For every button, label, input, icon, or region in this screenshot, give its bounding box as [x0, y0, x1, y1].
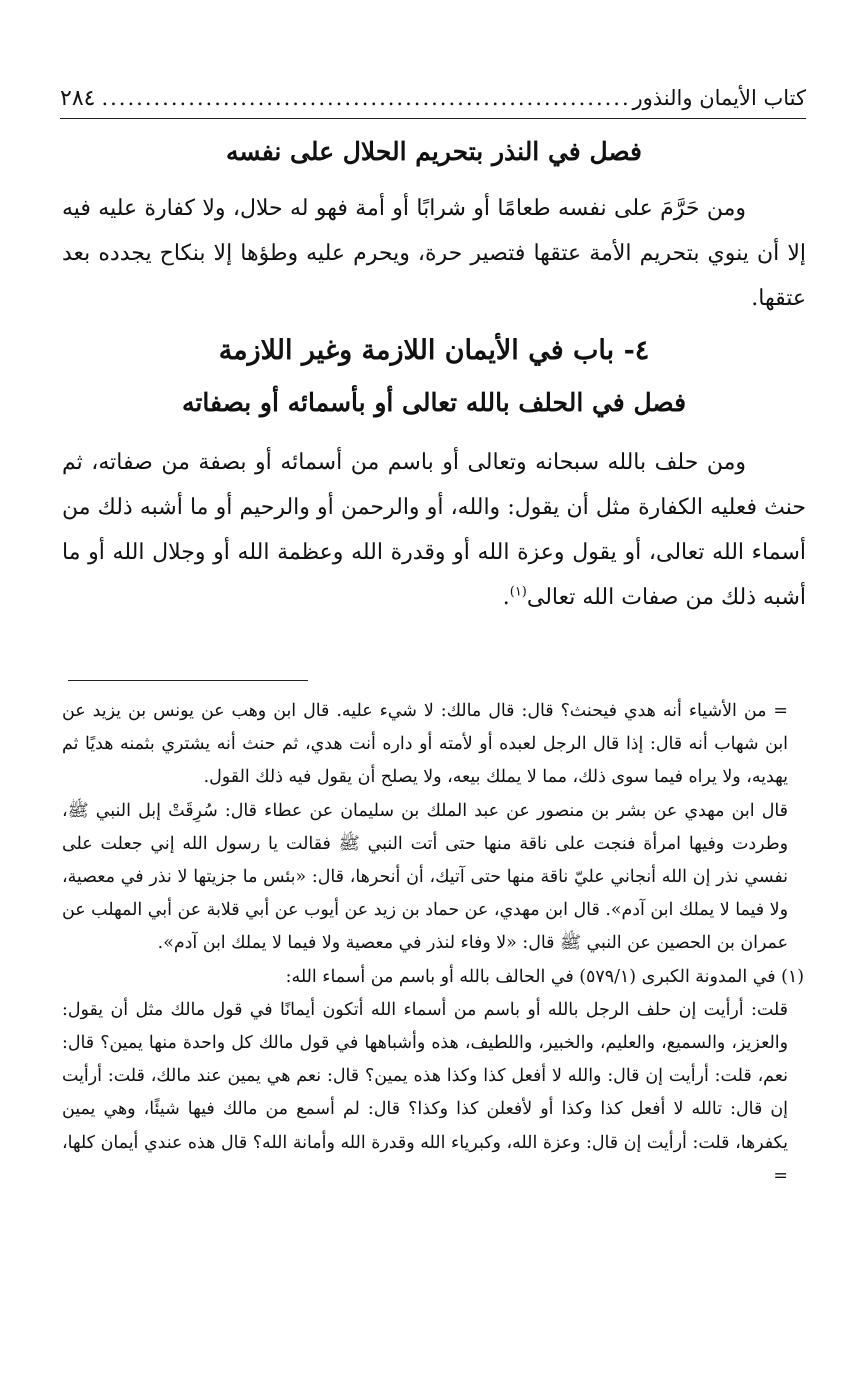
footnote-intro: في المدونة الكبرى (٥٧٩/١) في الحالف بالله أو باسم من أسماء الله: [285, 966, 776, 987]
section-body-oath-by-god [62, 440, 806, 620]
footnote-continuation-hadith: قال ابن مهدي عن بشر بن منصور عن عبد الملك بن سليمان عن عطاء قال: سُرِقَتْ إبل النبي ﷺ، وطردت وفيها امرأة فنجت على ناقة منها حتى أتت النبي ﷺ فقالت يا رسول الله إني جعلت على نفسي نذر إن الله أنجاني عليّ ناقة منها حتى آتيك، أن أنحرها، قال: «بئس ما جزيتها لا نذر في معصية، ولا فيما لا يملك ابن آدم». قال ابن مهدي، عن حماد بن زيد عن أيوب عن أبي قلابة عن أبي المهلب عن عمران بن الحصين عن النبي ﷺ قال: «لا وفاء لنذر في معصية ولا فيما لا يملك ابن آدم». [62, 800, 788, 954]
section-text: ومن حَرَّمَ على نفسه طعامًا أو شرابًا أو أمة فهو له حلال، ولا كفارة عليه فيه إلا أن ينوي بتحريم الأمة عتقها فتصير حرة، ويحرم عليه وطؤها إلا بنكاح يجدده بعد عتقها. [62, 196, 806, 311]
section-text: ومن حلف بالله سبحانه وتعالى أو باسم من أسمائه أو بصفة من صفاته، ثم حنث فعليه الكفارة مثل أن يقول: والله، أو والرحمن أو والرحيم أو ما أشبه ذلك من أسماء الله تعالى، أو يقول وعزة الله أو وقدرة الله وعظمة الله أو وجلال الله أو ما أشبه ذلك من صفات الله تعالى [62, 450, 806, 610]
running-header [60, 78, 806, 119]
section-heading-vow-prohibition: فصل في النذر بتحريم الحلال على نفسه [225, 137, 643, 166]
footnote-continuation: = من الأشياء أنه هدي فيحنث؟ قال: قال مالك: لا شيء عليه. قال ابن وهب عن يونس بن يزيد عن ابن شهاب أنه قال: إذا قال الرجل لعبده أو لأمته أو داره أنت هدي، ثم حنث أنه يشتري بثمنه هديًا ثم يهديه، ولا يراه فيما سوى ذلك، مما لا يملك بيعه، ولا يصلح أن يقول فيه ذلك القول. [62, 701, 788, 788]
page-number: ٢٨٤ [60, 85, 96, 111]
section-body-vow-prohibition [62, 186, 806, 321]
section-heading-oath-by-god: فصل في الحلف بالله تعالى أو بأسمائه أو بصفاته [181, 388, 687, 417]
book-title: كتاب الأيمان والنذور [632, 86, 806, 110]
footnote-reference[interactable]: (١) [509, 584, 527, 600]
footnote-1-text: قلت: أرأيت إن حلف الرجل بالله أو باسم من أسماء الله أتكون أيمانًا في قول مالك مثل أن يقول: والعزيز، والسميع، والعليم، والخبير، واللطيف، هذه وأشباهها في قول مالك كل واحدة منها يمين؟ قال: نعم، قلت: أرأيت إن قال: والله لا أفعل كذا وكذا هذه يمين؟ قال: نعم هي يمين عند مالك، قلت: أرأيت إن قال: تالله لا أفعل كذا وكذا أو لأفعلن كذا وكذا؟ قال: لم أسمع من مالك فيها شيئًا، وهي يمين يكفرها، قلت: أرأيت إن قال: وعزة الله، وكبرياء الله وقدرة الله وأمانة الله؟ قال هذه عندي أيمان كلها، = [62, 999, 788, 1186]
footnote-number: (١) [781, 966, 804, 987]
chapter-heading: ٤- باب في الأيمان اللازمة وغير اللازمة [218, 335, 650, 366]
end-mark: . [502, 585, 510, 610]
footnotes-area [62, 695, 808, 1193]
leader-dots [101, 86, 626, 110]
footnote-separator [68, 680, 308, 681]
footnote-1-heading [62, 961, 808, 994]
